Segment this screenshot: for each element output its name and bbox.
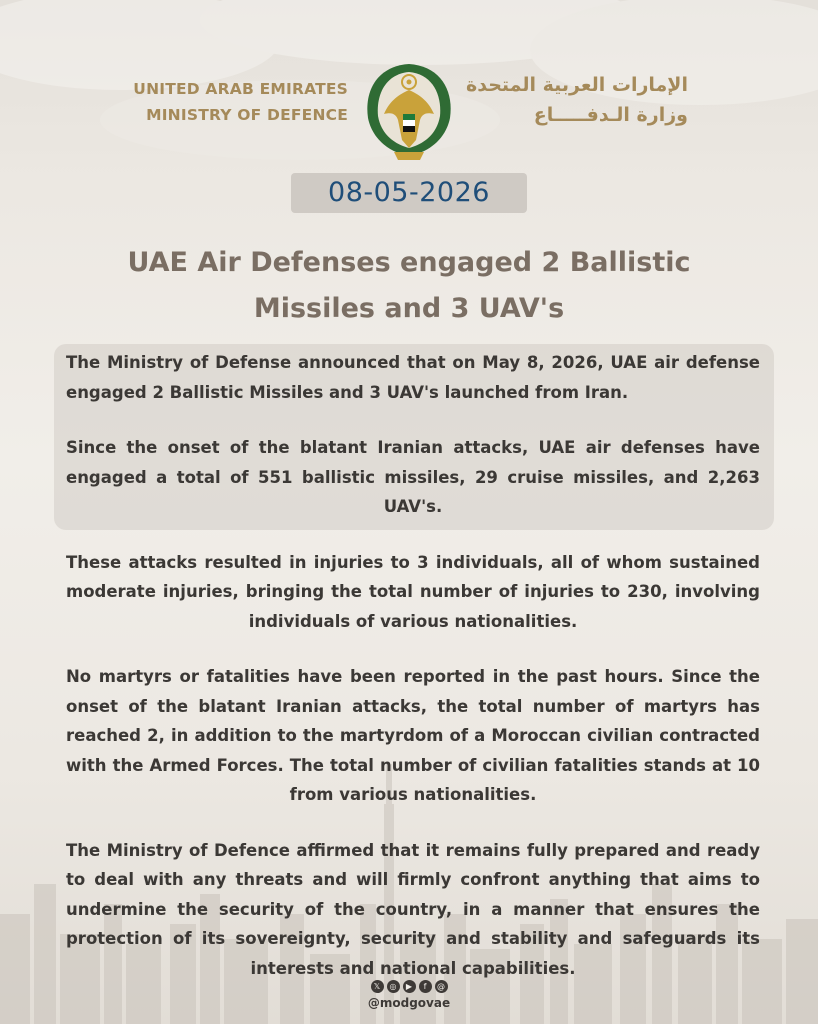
paragraph-injuries: These attacks resulted in injuries to 3 individuals, all of whom sustained moderate injuries, bringing the total number of injuries to 230, involving individuals of various nationalities. [66,552,760,631]
social-handle[interactable]: @modgovae [367,996,451,1010]
date-badge: 08-05-2026 [291,173,527,213]
falcon-emblem-icon [360,56,458,164]
paragraph-fatalities: No martyrs or fatalities have been reported in the past hours. Since the onset of the blatant Iranian attacks, the total number of martyrs has reached 2, in addition to the martyrdom of a Moroccan civilian contracted with the Armed Forces. The total number of civilian fatalities stands at 10 from various nationalities. [66,667,760,804]
footer [0,980,818,1010]
headline-line-2: Missiles and 3 UAV's [253,293,565,324]
ministry-header [0,56,818,168]
ministry-name-english [133,76,348,128]
x-icon[interactable]: 𝕏 [371,980,384,993]
country-name-ar: الإمارات العربية المتحدة [466,74,688,96]
paragraph-readiness: The Ministry of Defence affirmed that it remains fully prepared and ready to deal with any threats and will firmly confront anything that aims to undermine the security of the country, in a manner that ensures the protection of its sovereignty, security and stability and safeguards its interests and national capabilities. [66,840,760,978]
headline-line-1: UAE Air Defenses engaged 2 Ballistic [127,247,691,278]
paragraph-totals: Since the onset of the blatant Iranian attacks, UAE air defenses have engaged a total of 551 ballistic missiles, 29 cruise missiles, and 2,263 UAV's. [66,438,760,516]
headline [60,240,758,332]
paragraph-announcement: The Ministry of Defense announced that on May 8, 2026, UAE air defense engaged 2 Ballistic Missiles and 3 UAV's launched from Iran. [66,353,760,402]
youtube-icon[interactable]: ▶ [403,980,416,993]
statement-body [66,348,760,1009]
ministry-name-arabic [466,70,688,130]
ministry-name-en: MINISTRY OF DEFENCE [146,106,348,124]
social-icons [0,980,818,993]
threads-icon[interactable]: @ [435,980,448,993]
facebook-icon[interactable]: f [419,980,432,993]
country-name-en: UNITED ARAB EMIRATES [133,80,348,98]
instagram-icon[interactable]: ◎ [387,980,400,993]
ministry-name-ar: وزارة الـدفـــــاع [533,104,688,126]
